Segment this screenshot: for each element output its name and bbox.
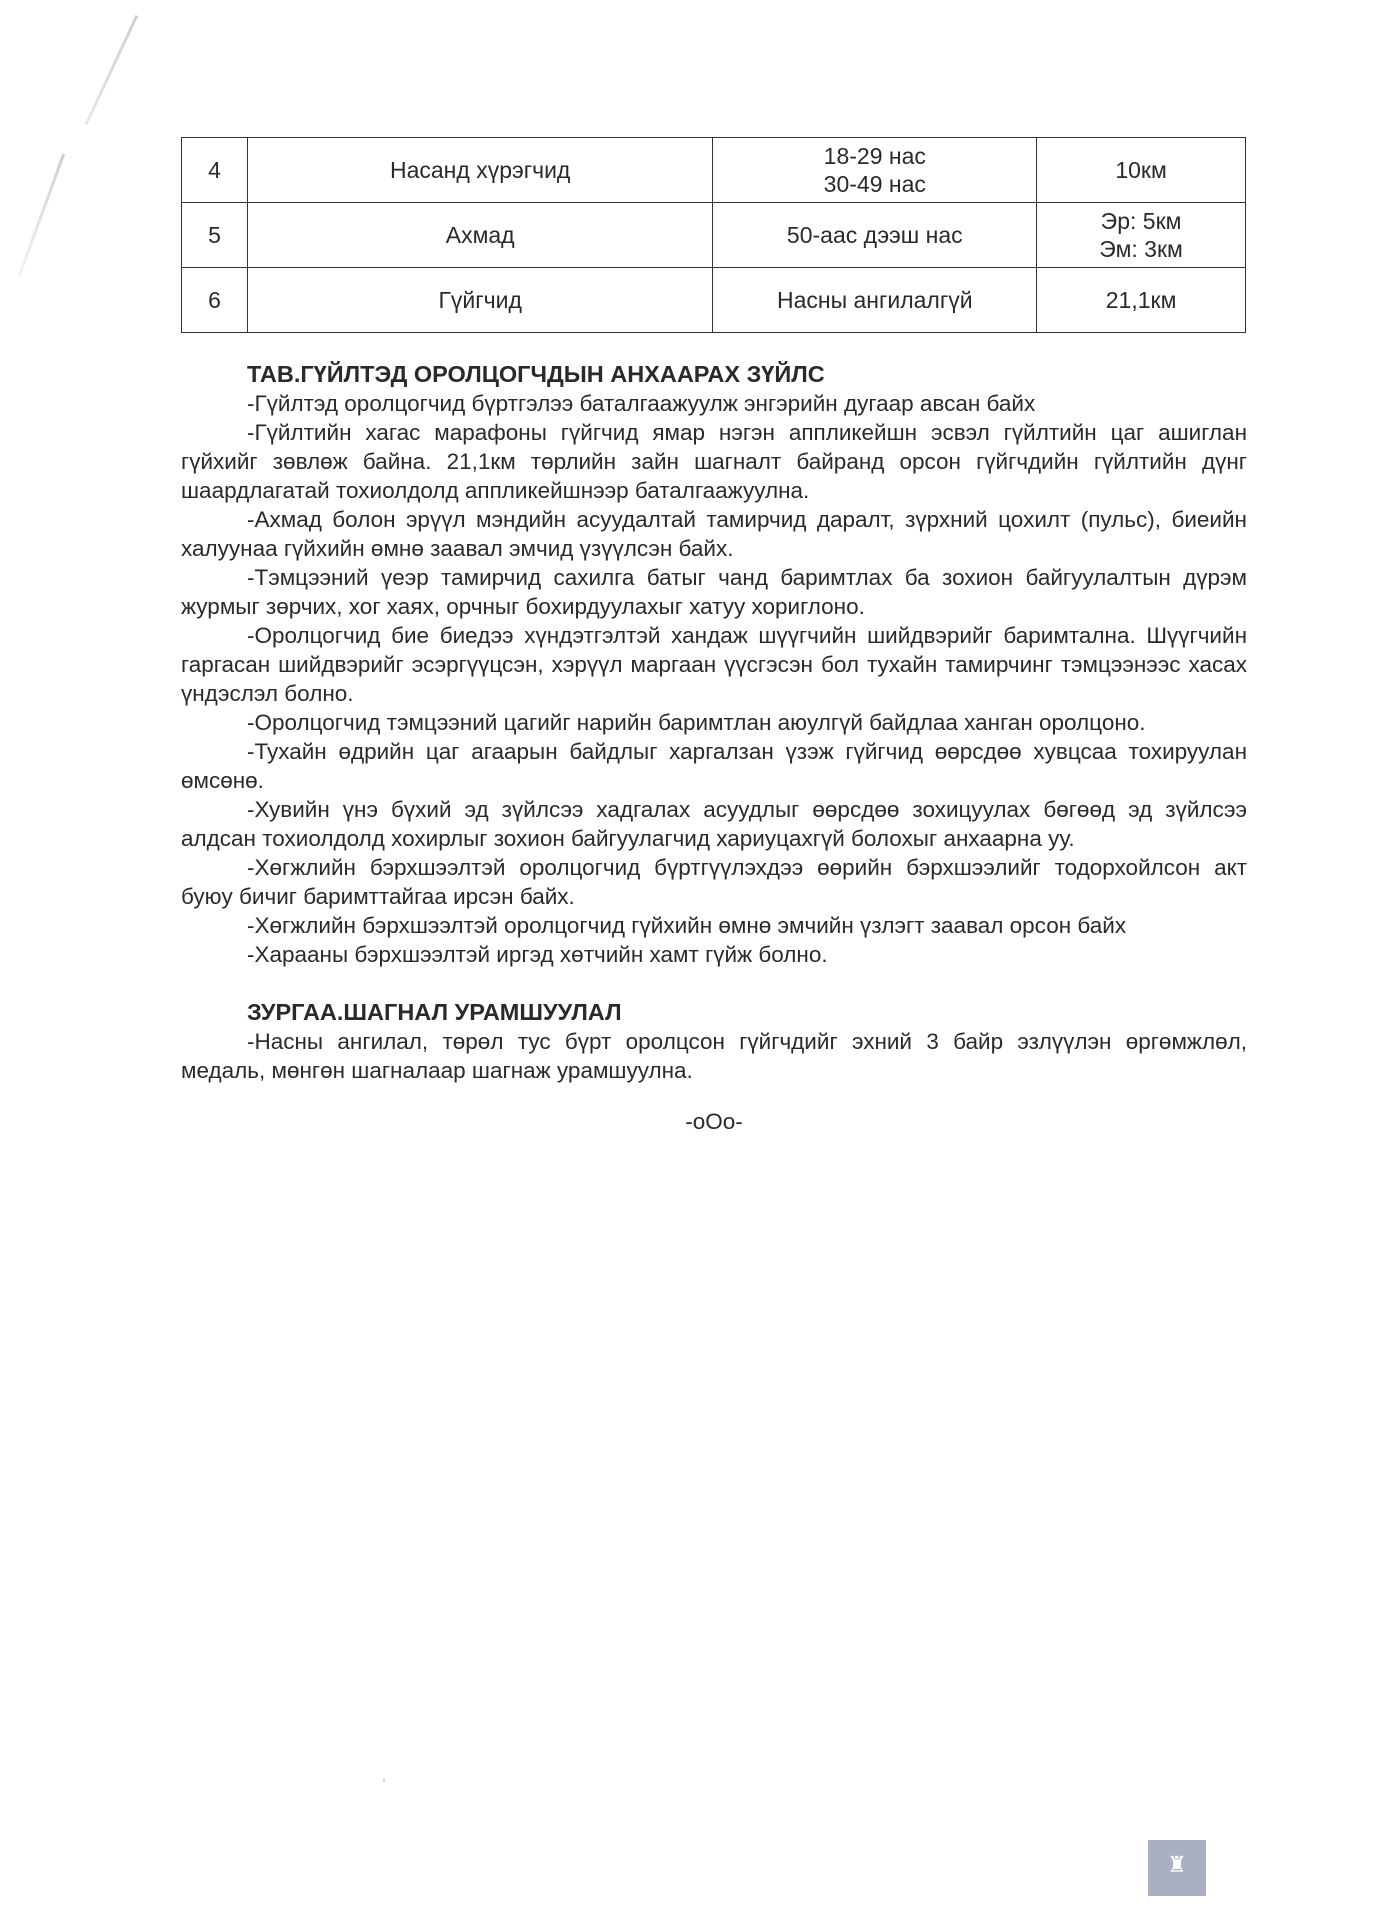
row-number-cell: 6 xyxy=(182,268,248,333)
table-row xyxy=(182,203,1246,268)
category-cell: Гүйгчид xyxy=(247,268,713,333)
paragraph: -Хөгжлийн бэрхшээлтэй оролцогчид гүйхийн өмнө эмчийн үзлэгт заавал орсон байх xyxy=(247,913,1127,938)
age-cell-line: 30-49 нас xyxy=(823,171,926,197)
age-cell-line: Насны ангилалгүй xyxy=(776,287,973,313)
paragraph: -Хувийн үнэ бүхий эд зүйлсээ хадгалах асуудлыг өөрсдөө зохицуулах бөгөөд эд зүйлсээ алдсан тохиолдолд хохирлыг зохион байгуулагчид хариуцахгүй болохыг анхаарна уу. xyxy=(181,797,1247,851)
age-cell xyxy=(713,203,1037,268)
age-cell xyxy=(713,138,1037,203)
age-cell xyxy=(713,268,1037,333)
age-cell-line: 50-аас дээш нас xyxy=(786,222,963,248)
table-row xyxy=(182,138,1246,203)
distance-cell-line: Эр: 5км xyxy=(1100,208,1182,234)
paragraph: -Оролцогчид тэмцээний цагийг нарийн баримтлан аюулгүй байдлаа ханган оролцоно. xyxy=(247,710,1146,735)
scan-artifact-line xyxy=(18,153,65,276)
row-number-cell: 5 xyxy=(182,203,248,268)
category-cell: Ахмад xyxy=(247,203,713,268)
paragraph: -Тэмцээний үеэр тамирчид сахилга батыг чанд баримтлах ба зохион байгуулалтын дүрэм журмыг зөрчих, хог хаях, орчныг бохирдуулахыг хатуу хориглоно. xyxy=(181,565,1247,619)
state-emblem-icon: ♜ xyxy=(1148,1840,1206,1896)
category-cell: Насанд хүрэгчид xyxy=(247,138,713,203)
paragraph: -Тухайн өдрийн цаг агаарын байдлыг харгалзан үзэж гүйгчид өөрсдөө хувцсаа тохируулан өмсөнө. xyxy=(181,739,1247,793)
paragraph: -Гүйлтэд оролцогчид бүртгэлээ баталгаажуулж энгэрийн дугаар авсан байх xyxy=(247,391,1036,416)
scan-artifact-line xyxy=(85,15,138,125)
distance-cell xyxy=(1037,203,1246,268)
paragraph: -Хөгжлийн бэрхшээлтэй оролцогчид бүртгүүлэхдээ өөрийн бэрхшээлийг тодорхойлсон акт буюу бичиг баримттайгаа ирсэн байх. xyxy=(181,855,1247,909)
row-number-cell: 4 xyxy=(182,138,248,203)
age-cell-line: 18-29 нас xyxy=(823,143,926,169)
distance-cell xyxy=(1037,268,1246,333)
closing-mark: -оОо- xyxy=(685,1109,743,1134)
table-row xyxy=(182,268,1246,333)
paragraph: -Гүйлтийн хагас марафоны гүйгчид ямар нэгэн аппликейшн эсвэл гүйлтийн цаг ашиглан гүйхийг зөвлөж байна. 21,1км төрлийн зайн шагналт байранд орсон гүйгчдийн гүйлтийн дүнг шаардлагатай тохиолдолд аппликейшнээр баталгаажуулна. xyxy=(181,420,1247,503)
scan-mark: ˌ xyxy=(382,1768,386,1782)
paragraph: -Насны ангилал, төрөл тус бүрт оролцсон гүйгчдийг эхний 3 байр эзлүүлэн өргөмжлөл, медаль, мөнгөн шагналаар шагнаж урамшуулна. xyxy=(181,1029,1247,1083)
section-heading: ЗУРГАА.ШАГНАЛ УРАМШУУЛАЛ xyxy=(247,999,622,1025)
document-body xyxy=(181,360,1247,1136)
distance-cell-line: 21,1км xyxy=(1105,287,1177,313)
section-paragraphs xyxy=(181,1027,1247,1085)
paragraph: -Харааны бэрхшээлтэй иргэд хөтчийн хамт гүйж болно. xyxy=(247,942,828,967)
section-paragraphs xyxy=(181,389,1247,969)
paragraph: -Оролцогчид бие биедээ хүндэтгэлтэй хандаж шүүгчийн шийдвэрийг баримтална. Шүүгчийн гаргасан шийдвэрийг эсэргүүцсэн, хэрүүл маргаан үүсгэсэн бол тухайн тамирчинг тэмцээнээс хасах үндэслэл болно. xyxy=(181,623,1247,706)
section-heading: ТАВ.ГҮЙЛТЭД ОРОЛЦОГЧДЫН АНХААРАХ ЗҮЙЛС xyxy=(247,361,825,387)
distance-cell xyxy=(1037,138,1246,203)
age-category-table xyxy=(181,137,1246,333)
distance-cell-line: Эм: 3км xyxy=(1099,236,1183,262)
paragraph: -Ахмад болон эрүүл мэндийн асуудалтай тамирчид даралт, зүрхний цохилт (пульс), биеийн халуунаа гүйхийн өмнө заавал эмчид үзүүлсэн байх. xyxy=(181,507,1247,561)
distance-cell-line: 10км xyxy=(1115,157,1167,183)
